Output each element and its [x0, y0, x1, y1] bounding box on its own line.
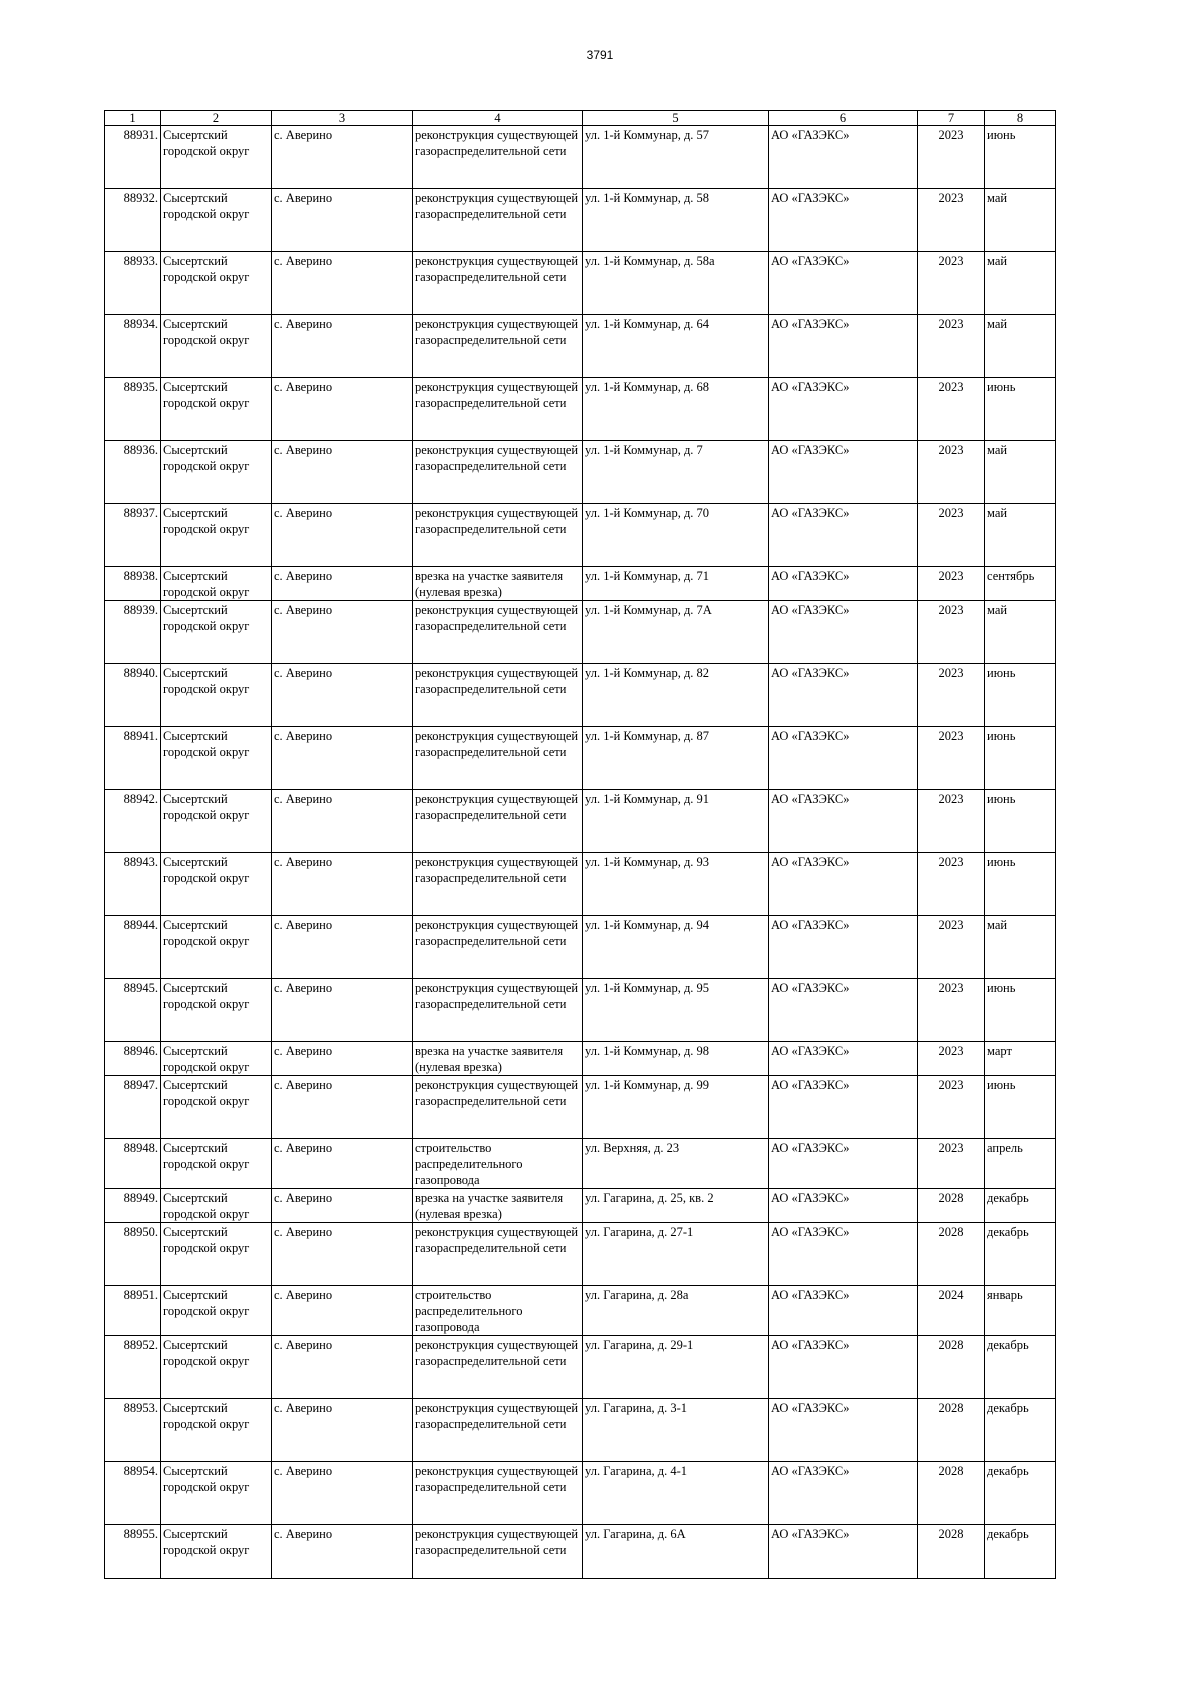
address-cell: ул. Гагарина, д. 27-1: [583, 1223, 769, 1286]
column-header: 1: [105, 111, 161, 126]
table-row: [105, 126, 1056, 189]
district-cell: Сысертский городской округ: [161, 252, 272, 315]
row-number: 88936.: [105, 441, 161, 504]
year-cell: 2023: [918, 916, 985, 979]
settlement-cell: с. Аверино: [272, 378, 413, 441]
settlement-cell: с. Аверино: [272, 1076, 413, 1139]
month-cell: сентябрь: [985, 567, 1056, 601]
district-cell: Сысертский городской округ: [161, 979, 272, 1042]
work-type-cell: реконструкция существующей газораспределительной сети: [413, 727, 583, 790]
table-row: [105, 1525, 1056, 1579]
organization-cell: АО «ГАЗЭКС»: [769, 1286, 918, 1336]
work-type-cell: реконструкция существующей газораспределительной сети: [413, 189, 583, 252]
column-header: 7: [918, 111, 985, 126]
table-row: [105, 1399, 1056, 1462]
organization-cell: АО «ГАЗЭКС»: [769, 790, 918, 853]
row-number: 88939.: [105, 601, 161, 664]
address-cell: ул. 1-й Коммунар, д. 70: [583, 504, 769, 567]
month-cell: май: [985, 601, 1056, 664]
page-number: 3791: [586, 48, 614, 62]
district-cell: Сысертский городской округ: [161, 601, 272, 664]
address-cell: ул. 1-й Коммунар, д. 93: [583, 853, 769, 916]
district-cell: Сысертский городской округ: [161, 790, 272, 853]
month-cell: апрель: [985, 1139, 1056, 1189]
settlement-cell: с. Аверино: [272, 1286, 413, 1336]
settlement-cell: с. Аверино: [272, 727, 413, 790]
settlement-cell: с. Аверино: [272, 601, 413, 664]
year-cell: 2023: [918, 1042, 985, 1076]
work-type-cell: реконструкция существующей газораспределительной сети: [413, 1223, 583, 1286]
table-row: [105, 1286, 1056, 1336]
month-cell: декабрь: [985, 1399, 1056, 1462]
organization-cell: АО «ГАЗЭКС»: [769, 315, 918, 378]
table-row: [105, 567, 1056, 601]
table-row: [105, 441, 1056, 504]
year-cell: 2023: [918, 252, 985, 315]
district-cell: Сысертский городской округ: [161, 1076, 272, 1139]
row-number: 88952.: [105, 1336, 161, 1399]
district-cell: Сысертский городской округ: [161, 1139, 272, 1189]
district-cell: Сысертский городской округ: [161, 378, 272, 441]
month-cell: март: [985, 1042, 1056, 1076]
table-row: [105, 315, 1056, 378]
address-cell: ул. Гагарина, д. 28а: [583, 1286, 769, 1336]
row-number: 88940.: [105, 664, 161, 727]
organization-cell: АО «ГАЗЭКС»: [769, 126, 918, 189]
organization-cell: АО «ГАЗЭКС»: [769, 1399, 918, 1462]
month-cell: декабрь: [985, 1462, 1056, 1525]
month-cell: январь: [985, 1286, 1056, 1336]
table-row: [105, 664, 1056, 727]
table-row: [105, 979, 1056, 1042]
organization-cell: АО «ГАЗЭКС»: [769, 853, 918, 916]
work-type-cell: строительство распределительного газопровода: [413, 1286, 583, 1336]
row-number: 88953.: [105, 1399, 161, 1462]
works-table: [104, 110, 1056, 1579]
year-cell: 2023: [918, 378, 985, 441]
district-cell: Сысертский городской округ: [161, 1189, 272, 1223]
year-cell: 2023: [918, 664, 985, 727]
address-cell: ул. 1-й Коммунар, д. 95: [583, 979, 769, 1042]
district-cell: Сысертский городской округ: [161, 1042, 272, 1076]
settlement-cell: с. Аверино: [272, 790, 413, 853]
work-type-cell: врезка на участке заявителя (нулевая врезка): [413, 1189, 583, 1223]
work-type-cell: реконструкция существующей газораспределительной сети: [413, 1336, 583, 1399]
district-cell: Сысертский городской округ: [161, 504, 272, 567]
work-type-cell: реконструкция существующей газораспределительной сети: [413, 916, 583, 979]
month-cell: май: [985, 189, 1056, 252]
table-row: [105, 1336, 1056, 1399]
year-cell: 2023: [918, 126, 985, 189]
organization-cell: АО «ГАЗЭКС»: [769, 916, 918, 979]
year-cell: 2023: [918, 567, 985, 601]
table-row: [105, 790, 1056, 853]
settlement-cell: с. Аверино: [272, 1223, 413, 1286]
year-cell: 2028: [918, 1223, 985, 1286]
address-cell: ул. 1-й Коммунар, д. 58: [583, 189, 769, 252]
district-cell: Сысертский городской округ: [161, 853, 272, 916]
work-type-cell: реконструкция существующей газораспределительной сети: [413, 504, 583, 567]
row-number: 88935.: [105, 378, 161, 441]
year-cell: 2028: [918, 1462, 985, 1525]
row-number: 88944.: [105, 916, 161, 979]
work-type-cell: реконструкция существующей газораспределительной сети: [413, 1076, 583, 1139]
work-type-cell: врезка на участке заявителя (нулевая врезка): [413, 1042, 583, 1076]
settlement-cell: с. Аверино: [272, 853, 413, 916]
organization-cell: АО «ГАЗЭКС»: [769, 601, 918, 664]
address-cell: ул. 1-й Коммунар, д. 94: [583, 916, 769, 979]
settlement-cell: с. Аверино: [272, 1189, 413, 1223]
table-row: [105, 504, 1056, 567]
settlement-cell: с. Аверино: [272, 567, 413, 601]
column-header: 6: [769, 111, 918, 126]
year-cell: 2028: [918, 1336, 985, 1399]
year-cell: 2023: [918, 601, 985, 664]
organization-cell: АО «ГАЗЭКС»: [769, 441, 918, 504]
row-number: 88945.: [105, 979, 161, 1042]
organization-cell: АО «ГАЗЭКС»: [769, 504, 918, 567]
table-row: [105, 252, 1056, 315]
column-header: 8: [985, 111, 1056, 126]
year-cell: 2023: [918, 441, 985, 504]
work-type-cell: реконструкция существующей газораспределительной сети: [413, 979, 583, 1042]
organization-cell: АО «ГАЗЭКС»: [769, 664, 918, 727]
settlement-cell: с. Аверино: [272, 189, 413, 252]
row-number: 88933.: [105, 252, 161, 315]
table-row: [105, 1076, 1056, 1139]
year-cell: 2023: [918, 790, 985, 853]
work-type-cell: реконструкция существующей газораспределительной сети: [413, 853, 583, 916]
address-cell: ул. Гагарина, д. 3-1: [583, 1399, 769, 1462]
district-cell: Сысертский городской округ: [161, 916, 272, 979]
work-type-cell: реконструкция существующей газораспределительной сети: [413, 1462, 583, 1525]
year-cell: 2024: [918, 1286, 985, 1336]
address-cell: ул. 1-й Коммунар, д. 91: [583, 790, 769, 853]
district-cell: Сысертский городской округ: [161, 1399, 272, 1462]
column-header: 2: [161, 111, 272, 126]
month-cell: май: [985, 504, 1056, 567]
organization-cell: АО «ГАЗЭКС»: [769, 1042, 918, 1076]
column-header: 4: [413, 111, 583, 126]
table-row: [105, 916, 1056, 979]
district-cell: Сысертский городской округ: [161, 727, 272, 790]
settlement-cell: с. Аверино: [272, 979, 413, 1042]
table-row: [105, 189, 1056, 252]
address-cell: ул. 1-й Коммунар, д. 82: [583, 664, 769, 727]
organization-cell: АО «ГАЗЭКС»: [769, 1139, 918, 1189]
organization-cell: АО «ГАЗЭКС»: [769, 1525, 918, 1579]
work-type-cell: реконструкция существующей газораспределительной сети: [413, 1399, 583, 1462]
table-row: [105, 1223, 1056, 1286]
year-cell: 2023: [918, 504, 985, 567]
month-cell: июнь: [985, 853, 1056, 916]
district-cell: Сысертский городской округ: [161, 441, 272, 504]
address-cell: ул. 1-й Коммунар, д. 7А: [583, 601, 769, 664]
table-row: [105, 601, 1056, 664]
district-cell: Сысертский городской округ: [161, 189, 272, 252]
district-cell: Сысертский городской округ: [161, 1223, 272, 1286]
district-cell: Сысертский городской округ: [161, 664, 272, 727]
row-number: 88934.: [105, 315, 161, 378]
address-cell: ул. Верхняя, д. 23: [583, 1139, 769, 1189]
address-cell: ул. Гагарина, д. 6А: [583, 1525, 769, 1579]
work-type-cell: реконструкция существующей газораспределительной сети: [413, 126, 583, 189]
district-cell: Сысертский городской округ: [161, 315, 272, 378]
month-cell: июнь: [985, 1076, 1056, 1139]
address-cell: ул. Гагарина, д. 29-1: [583, 1336, 769, 1399]
month-cell: май: [985, 916, 1056, 979]
district-cell: Сысертский городской округ: [161, 1462, 272, 1525]
month-cell: декабрь: [985, 1189, 1056, 1223]
settlement-cell: с. Аверино: [272, 916, 413, 979]
address-cell: ул. 1-й Коммунар, д. 57: [583, 126, 769, 189]
row-number: 88951.: [105, 1286, 161, 1336]
row-number: 88946.: [105, 1042, 161, 1076]
row-number: 88941.: [105, 727, 161, 790]
organization-cell: АО «ГАЗЭКС»: [769, 378, 918, 441]
work-type-cell: реконструкция существующей газораспределительной сети: [413, 790, 583, 853]
row-number: 88947.: [105, 1076, 161, 1139]
table-row: [105, 1139, 1056, 1189]
table-row: [105, 853, 1056, 916]
month-cell: май: [985, 252, 1056, 315]
work-type-cell: реконструкция существующей газораспределительной сети: [413, 664, 583, 727]
table-body: [105, 126, 1056, 1579]
district-cell: Сысертский городской округ: [161, 1286, 272, 1336]
address-cell: ул. Гагарина, д. 25, кв. 2: [583, 1189, 769, 1223]
organization-cell: АО «ГАЗЭКС»: [769, 189, 918, 252]
address-cell: ул. 1-й Коммунар, д. 87: [583, 727, 769, 790]
settlement-cell: с. Аверино: [272, 441, 413, 504]
year-cell: 2028: [918, 1525, 985, 1579]
district-cell: Сысертский городской округ: [161, 1336, 272, 1399]
row-number: 88938.: [105, 567, 161, 601]
month-cell: июнь: [985, 126, 1056, 189]
year-cell: 2023: [918, 1139, 985, 1189]
work-type-cell: реконструкция существующей газораспределительной сети: [413, 441, 583, 504]
settlement-cell: с. Аверино: [272, 1462, 413, 1525]
organization-cell: АО «ГАЗЭКС»: [769, 567, 918, 601]
district-cell: Сысертский городской округ: [161, 126, 272, 189]
work-type-cell: реконструкция существующей газораспределительной сети: [413, 378, 583, 441]
settlement-cell: с. Аверино: [272, 1139, 413, 1189]
column-header: 3: [272, 111, 413, 126]
year-cell: 2023: [918, 727, 985, 790]
row-number: 88932.: [105, 189, 161, 252]
month-cell: декабрь: [985, 1525, 1056, 1579]
organization-cell: АО «ГАЗЭКС»: [769, 1462, 918, 1525]
district-cell: Сысертский городской округ: [161, 567, 272, 601]
organization-cell: АО «ГАЗЭКС»: [769, 1336, 918, 1399]
organization-cell: АО «ГАЗЭКС»: [769, 252, 918, 315]
table-row: [105, 1042, 1056, 1076]
month-cell: май: [985, 441, 1056, 504]
settlement-cell: с. Аверино: [272, 315, 413, 378]
row-number: 88955.: [105, 1525, 161, 1579]
row-number: 88942.: [105, 790, 161, 853]
row-number: 88931.: [105, 126, 161, 189]
year-cell: 2023: [918, 979, 985, 1042]
organization-cell: АО «ГАЗЭКС»: [769, 1189, 918, 1223]
year-cell: 2023: [918, 315, 985, 378]
table-row: [105, 727, 1056, 790]
settlement-cell: с. Аверино: [272, 1336, 413, 1399]
address-cell: ул. 1-й Коммунар, д. 71: [583, 567, 769, 601]
settlement-cell: с. Аверино: [272, 1042, 413, 1076]
month-cell: май: [985, 315, 1056, 378]
address-cell: ул. 1-й Коммунар, д. 98: [583, 1042, 769, 1076]
work-type-cell: строительство распределительного газопровода: [413, 1139, 583, 1189]
work-type-cell: реконструкция существующей газораспределительной сети: [413, 1525, 583, 1579]
column-header: 5: [583, 111, 769, 126]
year-cell: 2023: [918, 853, 985, 916]
row-number: 88954.: [105, 1462, 161, 1525]
settlement-cell: с. Аверино: [272, 1399, 413, 1462]
settlement-cell: с. Аверино: [272, 1525, 413, 1579]
organization-cell: АО «ГАЗЭКС»: [769, 1076, 918, 1139]
row-number: 88943.: [105, 853, 161, 916]
address-cell: ул. 1-й Коммунар, д. 7: [583, 441, 769, 504]
address-cell: ул. Гагарина, д. 4-1: [583, 1462, 769, 1525]
address-cell: ул. 1-й Коммунар, д. 58а: [583, 252, 769, 315]
table-row: [105, 378, 1056, 441]
row-number: 88948.: [105, 1139, 161, 1189]
address-cell: ул. 1-й Коммунар, д. 64: [583, 315, 769, 378]
month-cell: декабрь: [985, 1223, 1056, 1286]
district-cell: Сысертский городской округ: [161, 1525, 272, 1579]
organization-cell: АО «ГАЗЭКС»: [769, 979, 918, 1042]
work-type-cell: реконструкция существующей газораспределительной сети: [413, 315, 583, 378]
work-type-cell: реконструкция существующей газораспределительной сети: [413, 252, 583, 315]
row-number: 88937.: [105, 504, 161, 567]
organization-cell: АО «ГАЗЭКС»: [769, 727, 918, 790]
month-cell: декабрь: [985, 1336, 1056, 1399]
settlement-cell: с. Аверино: [272, 664, 413, 727]
settlement-cell: с. Аверино: [272, 252, 413, 315]
month-cell: июнь: [985, 727, 1056, 790]
address-cell: ул. 1-й Коммунар, д. 68: [583, 378, 769, 441]
year-cell: 2023: [918, 1076, 985, 1139]
month-cell: июнь: [985, 790, 1056, 853]
year-cell: 2028: [918, 1189, 985, 1223]
table-row: [105, 1189, 1056, 1223]
year-cell: 2028: [918, 1399, 985, 1462]
month-cell: июнь: [985, 378, 1056, 441]
row-number: 88949.: [105, 1189, 161, 1223]
table-row: [105, 1462, 1056, 1525]
settlement-cell: с. Аверино: [272, 504, 413, 567]
year-cell: 2023: [918, 189, 985, 252]
month-cell: июнь: [985, 664, 1056, 727]
organization-cell: АО «ГАЗЭКС»: [769, 1223, 918, 1286]
month-cell: июнь: [985, 979, 1056, 1042]
settlement-cell: с. Аверино: [272, 126, 413, 189]
work-type-cell: реконструкция существующей газораспределительной сети: [413, 601, 583, 664]
address-cell: ул. 1-й Коммунар, д. 99: [583, 1076, 769, 1139]
column-number-row: [105, 111, 1056, 126]
work-type-cell: врезка на участке заявителя (нулевая врезка): [413, 567, 583, 601]
row-number: 88950.: [105, 1223, 161, 1286]
